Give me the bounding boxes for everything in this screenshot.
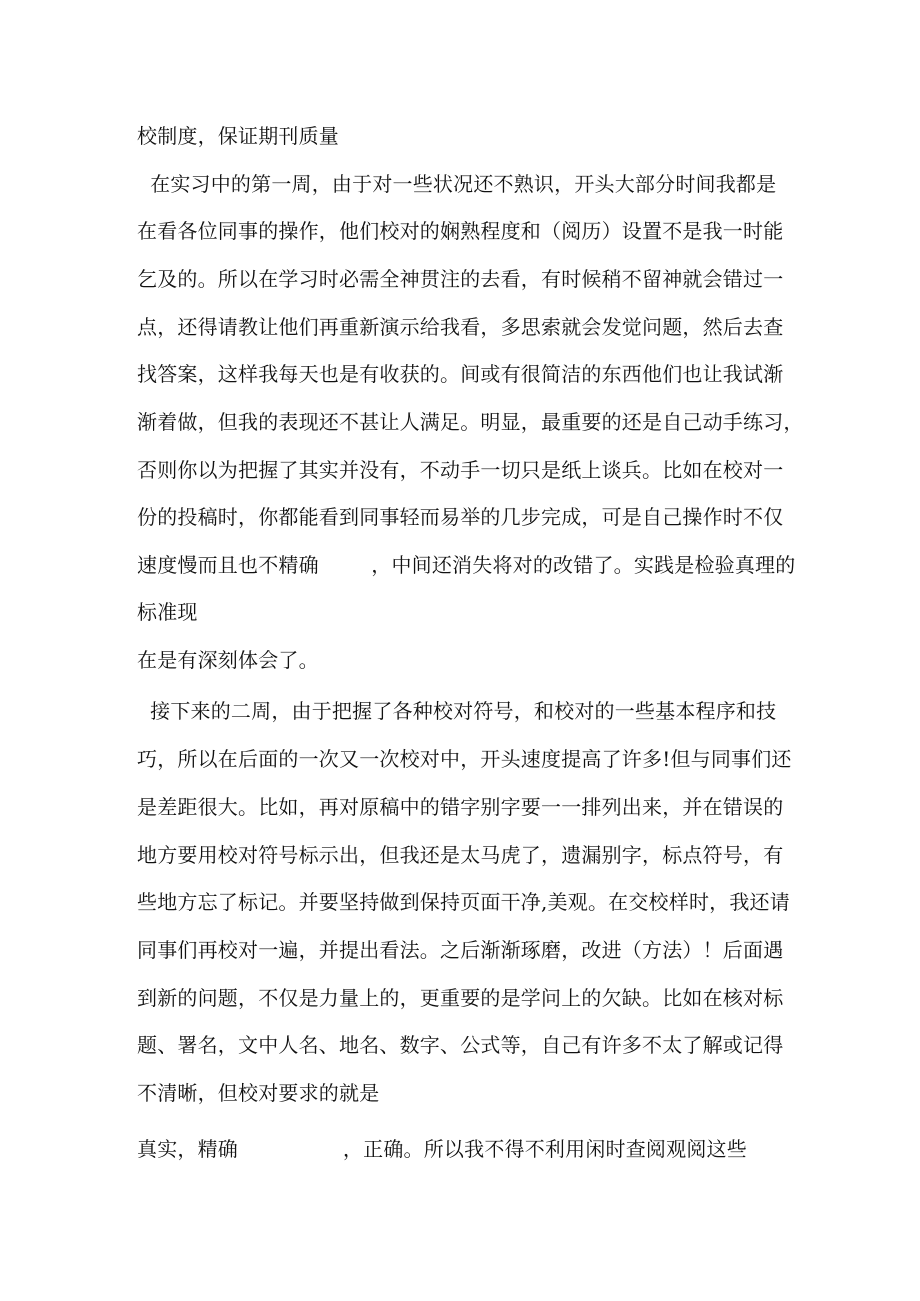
text-line: 校制度，保证期刊质量 [137,124,339,148]
text-line: 找答案，这样我每天也是有收获的。间或有很简洁的东西他们也让我试渐 [137,362,784,386]
text-line: 真实，精确 ，正确。所以我不得不利用闲时查阅观阅这些 [137,1137,747,1161]
text-line: 在看各位同事的操作，他们校对的娴熟程度和（阅历）设置不是我一时能 [137,219,784,243]
text-line: 乞及的。所以在学习时必需全神贯注的去看，有时候稍不留神就会错过一 [137,267,784,291]
text-line: 份的投稿时，你都能看到同事轻而易举的几步完成，可是自己操作时不仅 [137,505,784,529]
text-line: 渐着做，但我的表现还不甚让人满足。明显，最重要的还是自己动手练习， [137,410,804,434]
text-line: 否则你以为把握了其实并没有，不动手一切只是纸上谈兵。比如在校对一 [137,458,784,482]
text-line: 题、署名，文中人名、地名、数字、公式等，自己有许多不太了解或记得 [137,1033,784,1057]
text-line: 在实习中的第一周，由于对一些状况还不熟识，开头大部分时间我都是 [137,172,777,196]
text-line: 同事们再校对一遍，并提出看法。之后渐渐琢磨，改进（方法）！后面遇 [137,938,784,962]
text-line: 不清晰，但校对要求的就是 [137,1081,380,1105]
text-line: 到新的问题，不仅是力量上的，更重要的是学问上的欠缺。比如在核对标 [137,986,784,1010]
text-line: 接下来的二周，由于把握了各种校对符号，和校对的一些基本程序和技 [137,699,777,723]
text-line: 是差距很大。比如，再对原稿中的错字别字要一一排列出来，并在错误的 [137,795,784,819]
text-line: 标准现 [137,600,198,624]
text-line: 些地方忘了标记。并要坚持做到保持页面干净,美观。在交校样时，我还请 [137,890,790,914]
text-line: 地方要用校对符号标示出，但我还是太马虎了，遗漏别字，标点符号，有 [137,843,784,867]
text-line: 在是有深刻体会了。 [137,648,319,672]
text-line: 巧，所以在后面的一次又一次校对中，开头速度提高了许多!但与同事们还 [137,747,792,771]
text-line: 点，还得请教让他们再重新演示给我看，多思索就会发觉问题，然后去查 [137,315,784,339]
text-line: 速度慢而且也不精确 ，中间还消失将对的改错了。实践是检验真理的 [137,553,796,577]
